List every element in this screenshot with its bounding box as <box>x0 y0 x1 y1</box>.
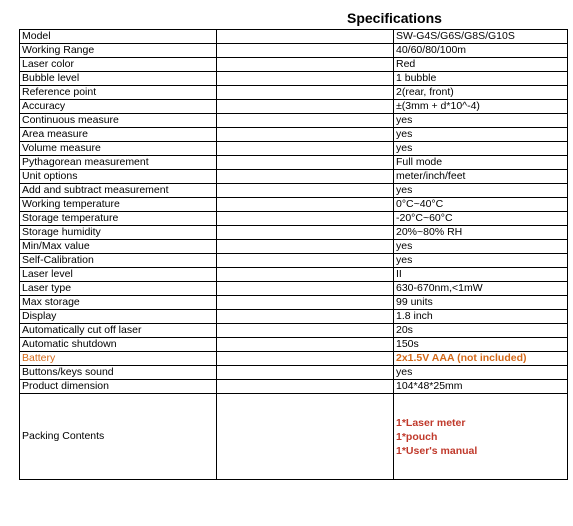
obscured-cell <box>217 156 394 170</box>
spec-label: Working temperature <box>20 198 217 212</box>
obscured-cell <box>217 394 394 480</box>
spec-value: yes <box>394 114 568 128</box>
table-row <box>20 72 568 86</box>
packing-item: 1*Laser meter <box>396 416 466 429</box>
spec-value: SW-G4S/G6S/G8S/G10S <box>394 30 568 44</box>
spec-label: Reference point <box>20 86 217 100</box>
spec-label: Accuracy <box>20 100 217 114</box>
spec-value: yes <box>394 128 568 142</box>
obscured-cell <box>217 240 394 254</box>
spec-value: 630-670nm,<1mW <box>394 282 568 296</box>
table-row <box>20 268 568 282</box>
spec-value: ±(3mm + d*10^-4) <box>394 100 568 114</box>
battery-value: 2x1.5V AAA (not included) <box>394 352 568 366</box>
obscured-cell <box>217 226 394 240</box>
obscured-cell <box>217 338 394 352</box>
table-row <box>20 366 568 380</box>
obscured-cell <box>217 296 394 310</box>
obscured-cell <box>217 324 394 338</box>
table-row <box>20 380 568 394</box>
spec-label: Min/Max value <box>20 240 217 254</box>
spec-label: Laser level <box>20 268 217 282</box>
obscured-cell <box>217 58 394 72</box>
table-row <box>20 58 568 72</box>
obscured-cell <box>217 268 394 282</box>
obscured-cell <box>217 170 394 184</box>
specifications-title: Specifications <box>347 10 442 26</box>
spec-label: Buttons/keys sound <box>20 366 217 380</box>
spec-label: Model <box>20 30 217 44</box>
obscured-cell <box>217 128 394 142</box>
table-row <box>20 198 568 212</box>
spec-label: Area measure <box>20 128 217 142</box>
obscured-cell <box>217 310 394 324</box>
table-row <box>20 324 568 338</box>
spec-label: Automatic shutdown <box>20 338 217 352</box>
packing-contents <box>394 394 568 480</box>
packing-item: 1*User's manual <box>396 444 478 457</box>
table-row-packing <box>20 394 568 480</box>
spec-value: yes <box>394 184 568 198</box>
spec-value: -20°C~60°C <box>394 212 568 226</box>
obscured-cell <box>217 198 394 212</box>
spec-label: Display <box>20 310 217 324</box>
table-row <box>20 310 568 324</box>
spec-value: yes <box>394 254 568 268</box>
table-row <box>20 86 568 100</box>
spec-value: 40/60/80/100m <box>394 44 568 58</box>
obscured-cell <box>217 86 394 100</box>
packing-label: Packing Contents <box>20 394 217 480</box>
obscured-cell <box>217 352 394 366</box>
battery-label: Battery <box>20 352 217 366</box>
table-row <box>20 254 568 268</box>
spec-label: Working Range <box>20 44 217 58</box>
spec-value: 104*48*25mm <box>394 380 568 394</box>
table-row <box>20 296 568 310</box>
table-row <box>20 282 568 296</box>
spec-label: Storage humidity <box>20 226 217 240</box>
spec-value: 20%~80% RH <box>394 226 568 240</box>
obscured-cell <box>217 114 394 128</box>
obscured-cell <box>217 100 394 114</box>
table-row <box>20 44 568 58</box>
obscured-cell <box>217 72 394 86</box>
spec-value: yes <box>394 142 568 156</box>
obscured-cell <box>217 366 394 380</box>
spec-value: 1.8 inch <box>394 310 568 324</box>
table-row <box>20 212 568 226</box>
spec-value: 99 units <box>394 296 568 310</box>
spec-value: II <box>394 268 568 282</box>
table-row-battery <box>20 352 568 366</box>
spec-value: 20s <box>394 324 568 338</box>
spec-label: Storage temperature <box>20 212 217 226</box>
table-row <box>20 30 568 44</box>
spec-label: Continuous measure <box>20 114 217 128</box>
spec-value: 2(rear, front) <box>394 86 568 100</box>
spec-label: Laser color <box>20 58 217 72</box>
spec-label: Self-Calibration <box>20 254 217 268</box>
spec-label: Add and subtract measurement <box>20 184 217 198</box>
table-row <box>20 338 568 352</box>
packing-item: 1*pouch <box>396 430 438 443</box>
obscured-cell <box>217 254 394 268</box>
spec-label: Volume measure <box>20 142 217 156</box>
table-row <box>20 128 568 142</box>
spec-value: Full mode <box>394 156 568 170</box>
obscured-cell <box>217 212 394 226</box>
obscured-cell <box>217 30 394 44</box>
table-row <box>20 156 568 170</box>
spec-label: Product dimension <box>20 380 217 394</box>
spec-value: yes <box>394 366 568 380</box>
spec-label: Laser type <box>20 282 217 296</box>
spec-value: yes <box>394 240 568 254</box>
table-row <box>20 226 568 240</box>
obscured-cell <box>217 380 394 394</box>
obscured-cell <box>217 282 394 296</box>
table-row <box>20 114 568 128</box>
spec-value: 150s <box>394 338 568 352</box>
table-row <box>20 170 568 184</box>
spec-label: Pythagorean measurement <box>20 156 217 170</box>
spec-value: meter/inch/feet <box>394 170 568 184</box>
spec-value: Red <box>394 58 568 72</box>
obscured-cell <box>217 184 394 198</box>
table-row <box>20 100 568 114</box>
spec-label: Unit options <box>20 170 217 184</box>
spec-value: 0°C~40°C <box>394 198 568 212</box>
spec-value: 1 bubble <box>394 72 568 86</box>
spec-label: Max storage <box>20 296 217 310</box>
obscured-cell <box>217 142 394 156</box>
table-row <box>20 142 568 156</box>
table-row <box>20 240 568 254</box>
specifications-table <box>19 29 568 480</box>
spec-label: Automatically cut off laser <box>20 324 217 338</box>
table-row <box>20 184 568 198</box>
spec-label: Bubble level <box>20 72 217 86</box>
obscured-cell <box>217 44 394 58</box>
